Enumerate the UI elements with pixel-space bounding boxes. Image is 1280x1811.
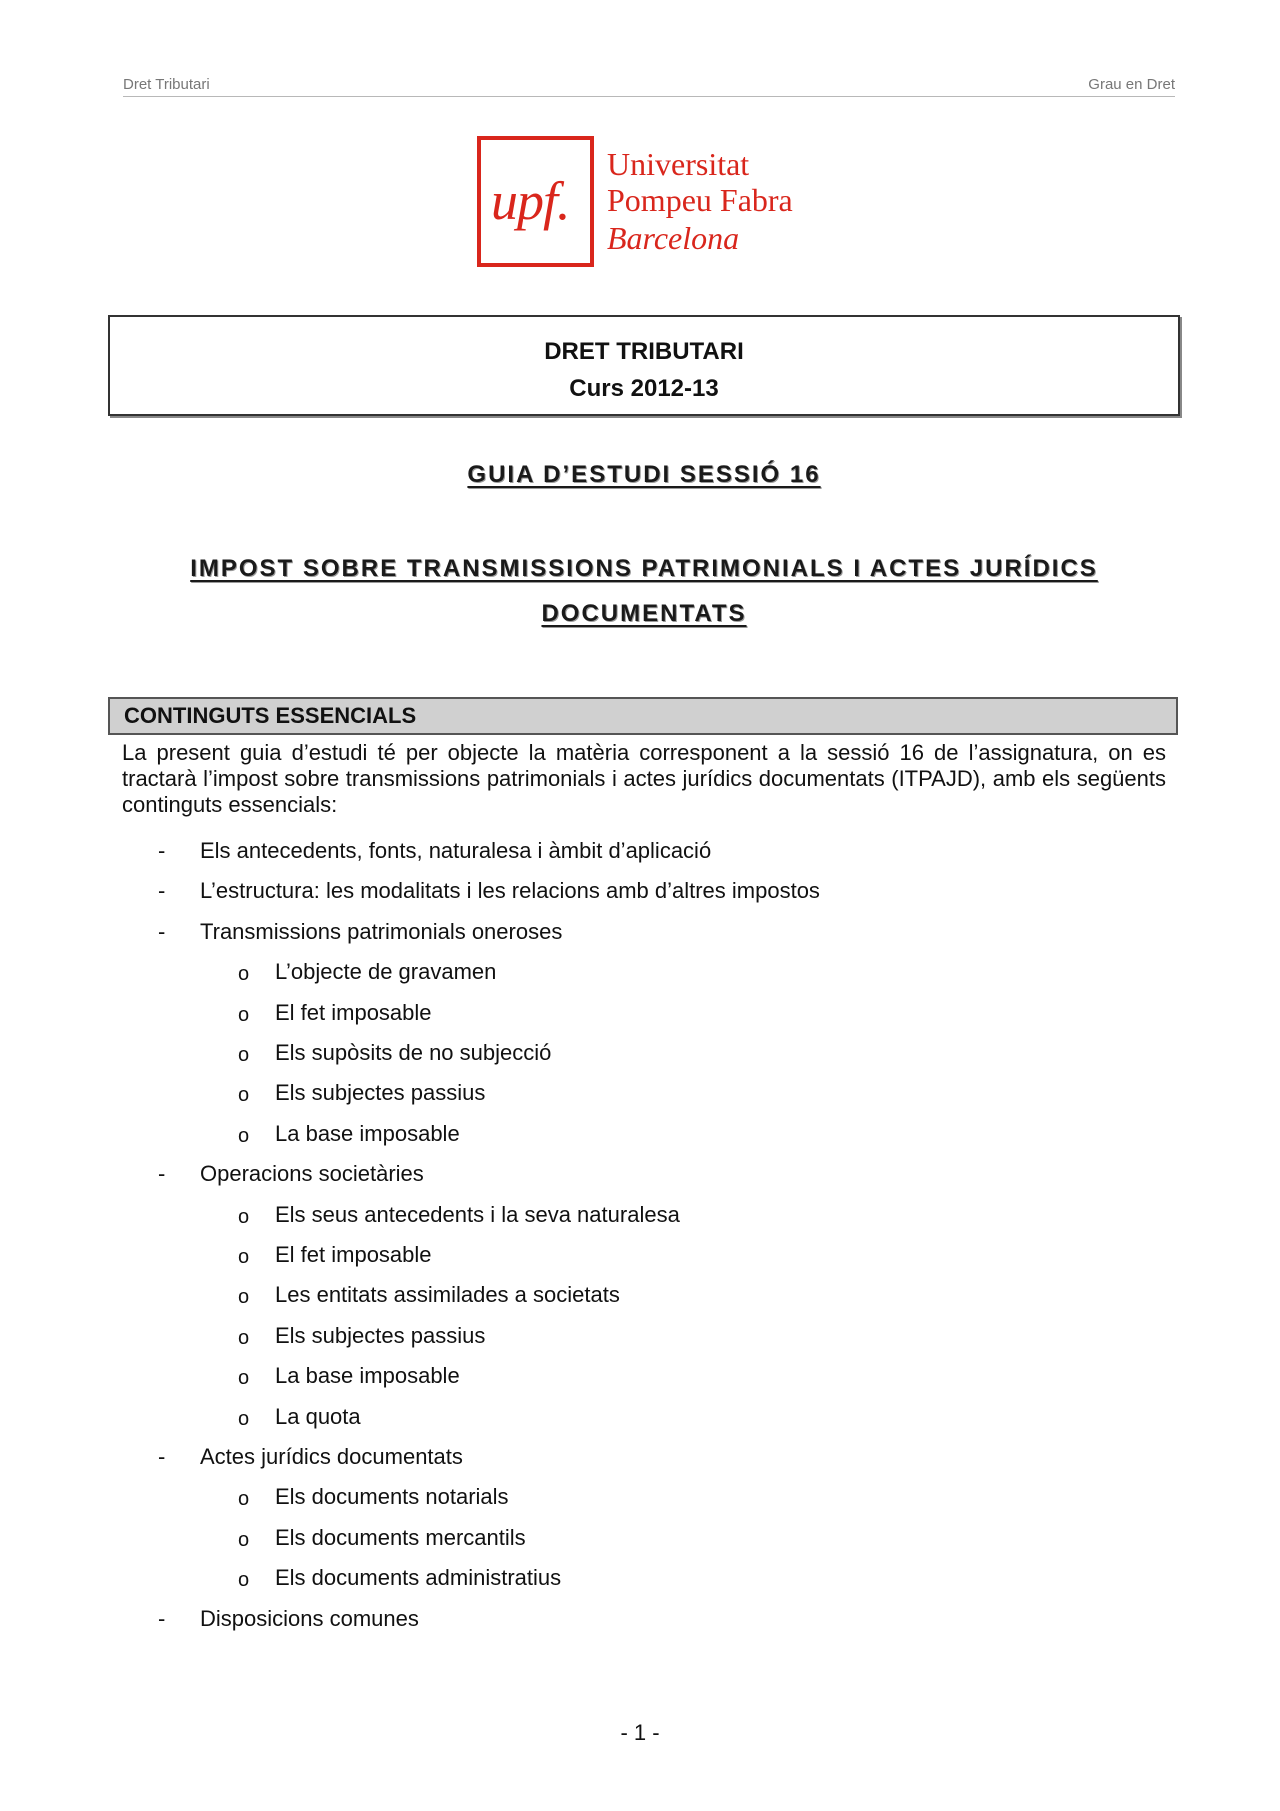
dash-bullet: - bbox=[158, 1444, 166, 1469]
sub-list-item: El fet imposable bbox=[275, 1242, 432, 1267]
logo-barcelona: Barcelona bbox=[607, 220, 740, 256]
logo-pompeu-fabra: Pompeu Fabra bbox=[607, 182, 793, 218]
page-number: - 1 - bbox=[620, 1720, 660, 1745]
sub-list-item: Els seus antecedents i la seva naturalesa bbox=[275, 1202, 680, 1227]
circle-bullet: o bbox=[238, 1084, 250, 1106]
list-item: Actes jurídics documentats bbox=[200, 1444, 463, 1469]
sub-list-item: Els supòsits de no subjecció bbox=[275, 1040, 552, 1065]
sub-list-item: L’objecte de gravamen bbox=[275, 959, 497, 984]
circle-bullet: o bbox=[238, 1004, 250, 1026]
circle-bullet: o bbox=[238, 1327, 250, 1349]
intro-paragraph: La present guia d’estudi té per objecte la matèria corresponent a la sessió 16 de l’assignatura, on es tractarà l’impost sobre transmissions patrimonials i actes jurídics documentats (ITPAJD), amb els següents continguts essencials: bbox=[122, 740, 1166, 817]
circle-bullet: o bbox=[238, 1246, 250, 1268]
sub-list-item: Els subjectes passius bbox=[275, 1323, 486, 1348]
header-degree: Grau en Dret bbox=[1088, 76, 1175, 93]
sub-list-item: Els documents mercantils bbox=[275, 1525, 526, 1550]
topic-heading-line1: IMPOST SOBRE TRANSMISSIONS PATRIMONIALS I ACTES JURÍDICS bbox=[190, 555, 1098, 582]
dash-bullet: - bbox=[158, 1606, 166, 1631]
sub-list-item: La quota bbox=[275, 1404, 361, 1429]
circle-bullet: o bbox=[238, 1286, 250, 1308]
dash-bullet: - bbox=[158, 919, 166, 944]
sub-list-item: Els subjectes passius bbox=[275, 1080, 486, 1105]
sub-list-item: La base imposable bbox=[275, 1363, 460, 1388]
dash-bullet: - bbox=[158, 878, 166, 903]
circle-bullet: o bbox=[238, 1367, 250, 1389]
sub-list-item: La base imposable bbox=[275, 1121, 460, 1146]
circle-bullet: o bbox=[238, 1569, 250, 1591]
course-title-box bbox=[108, 315, 1180, 416]
header-course: Dret Tributari bbox=[123, 76, 210, 93]
logo-box bbox=[477, 136, 594, 267]
upf-logo bbox=[477, 136, 809, 274]
list-item: Transmissions patrimonials oneroses bbox=[200, 919, 563, 944]
sub-list-item: Els documents notarials bbox=[275, 1484, 509, 1509]
logo-university: Universitat bbox=[607, 146, 750, 182]
circle-bullet: o bbox=[238, 1206, 250, 1228]
sub-list-item: El fet imposable bbox=[275, 1000, 432, 1025]
list-item: Disposicions comunes bbox=[200, 1606, 419, 1631]
circle-bullet: o bbox=[238, 1488, 250, 1510]
circle-bullet: o bbox=[238, 963, 250, 985]
circle-bullet: o bbox=[238, 1044, 250, 1066]
list-item: Operacions societàries bbox=[200, 1161, 424, 1186]
sub-list-item: Els documents administratius bbox=[275, 1565, 562, 1590]
topic-heading bbox=[108, 546, 1180, 636]
dash-bullet: - bbox=[158, 1161, 166, 1186]
dash-bullet: - bbox=[158, 838, 166, 863]
circle-bullet: o bbox=[238, 1529, 250, 1551]
circle-bullet: o bbox=[238, 1408, 250, 1430]
list-item: Els antecedents, fonts, naturalesa i àmbit d’aplicació bbox=[200, 838, 712, 863]
logo-mark: upf. bbox=[491, 171, 570, 231]
topic-heading-line2: DOCUMENTATS bbox=[541, 600, 747, 627]
course-year: Curs 2012-13 bbox=[569, 375, 719, 402]
circle-bullet: o bbox=[238, 1125, 250, 1147]
list-item: L’estructura: les modalitats i les relacions amb d’altres impostos bbox=[200, 878, 820, 903]
page-header bbox=[123, 76, 1175, 97]
section-title: CONTINGUTS ESSENCIALS bbox=[108, 697, 1178, 735]
course-title: DRET TRIBUTARI bbox=[544, 338, 744, 365]
guide-heading: GUIA D’ESTUDI SESSIÓ 16 bbox=[467, 461, 821, 488]
sub-list-item: Les entitats assimilades a societats bbox=[275, 1282, 620, 1307]
